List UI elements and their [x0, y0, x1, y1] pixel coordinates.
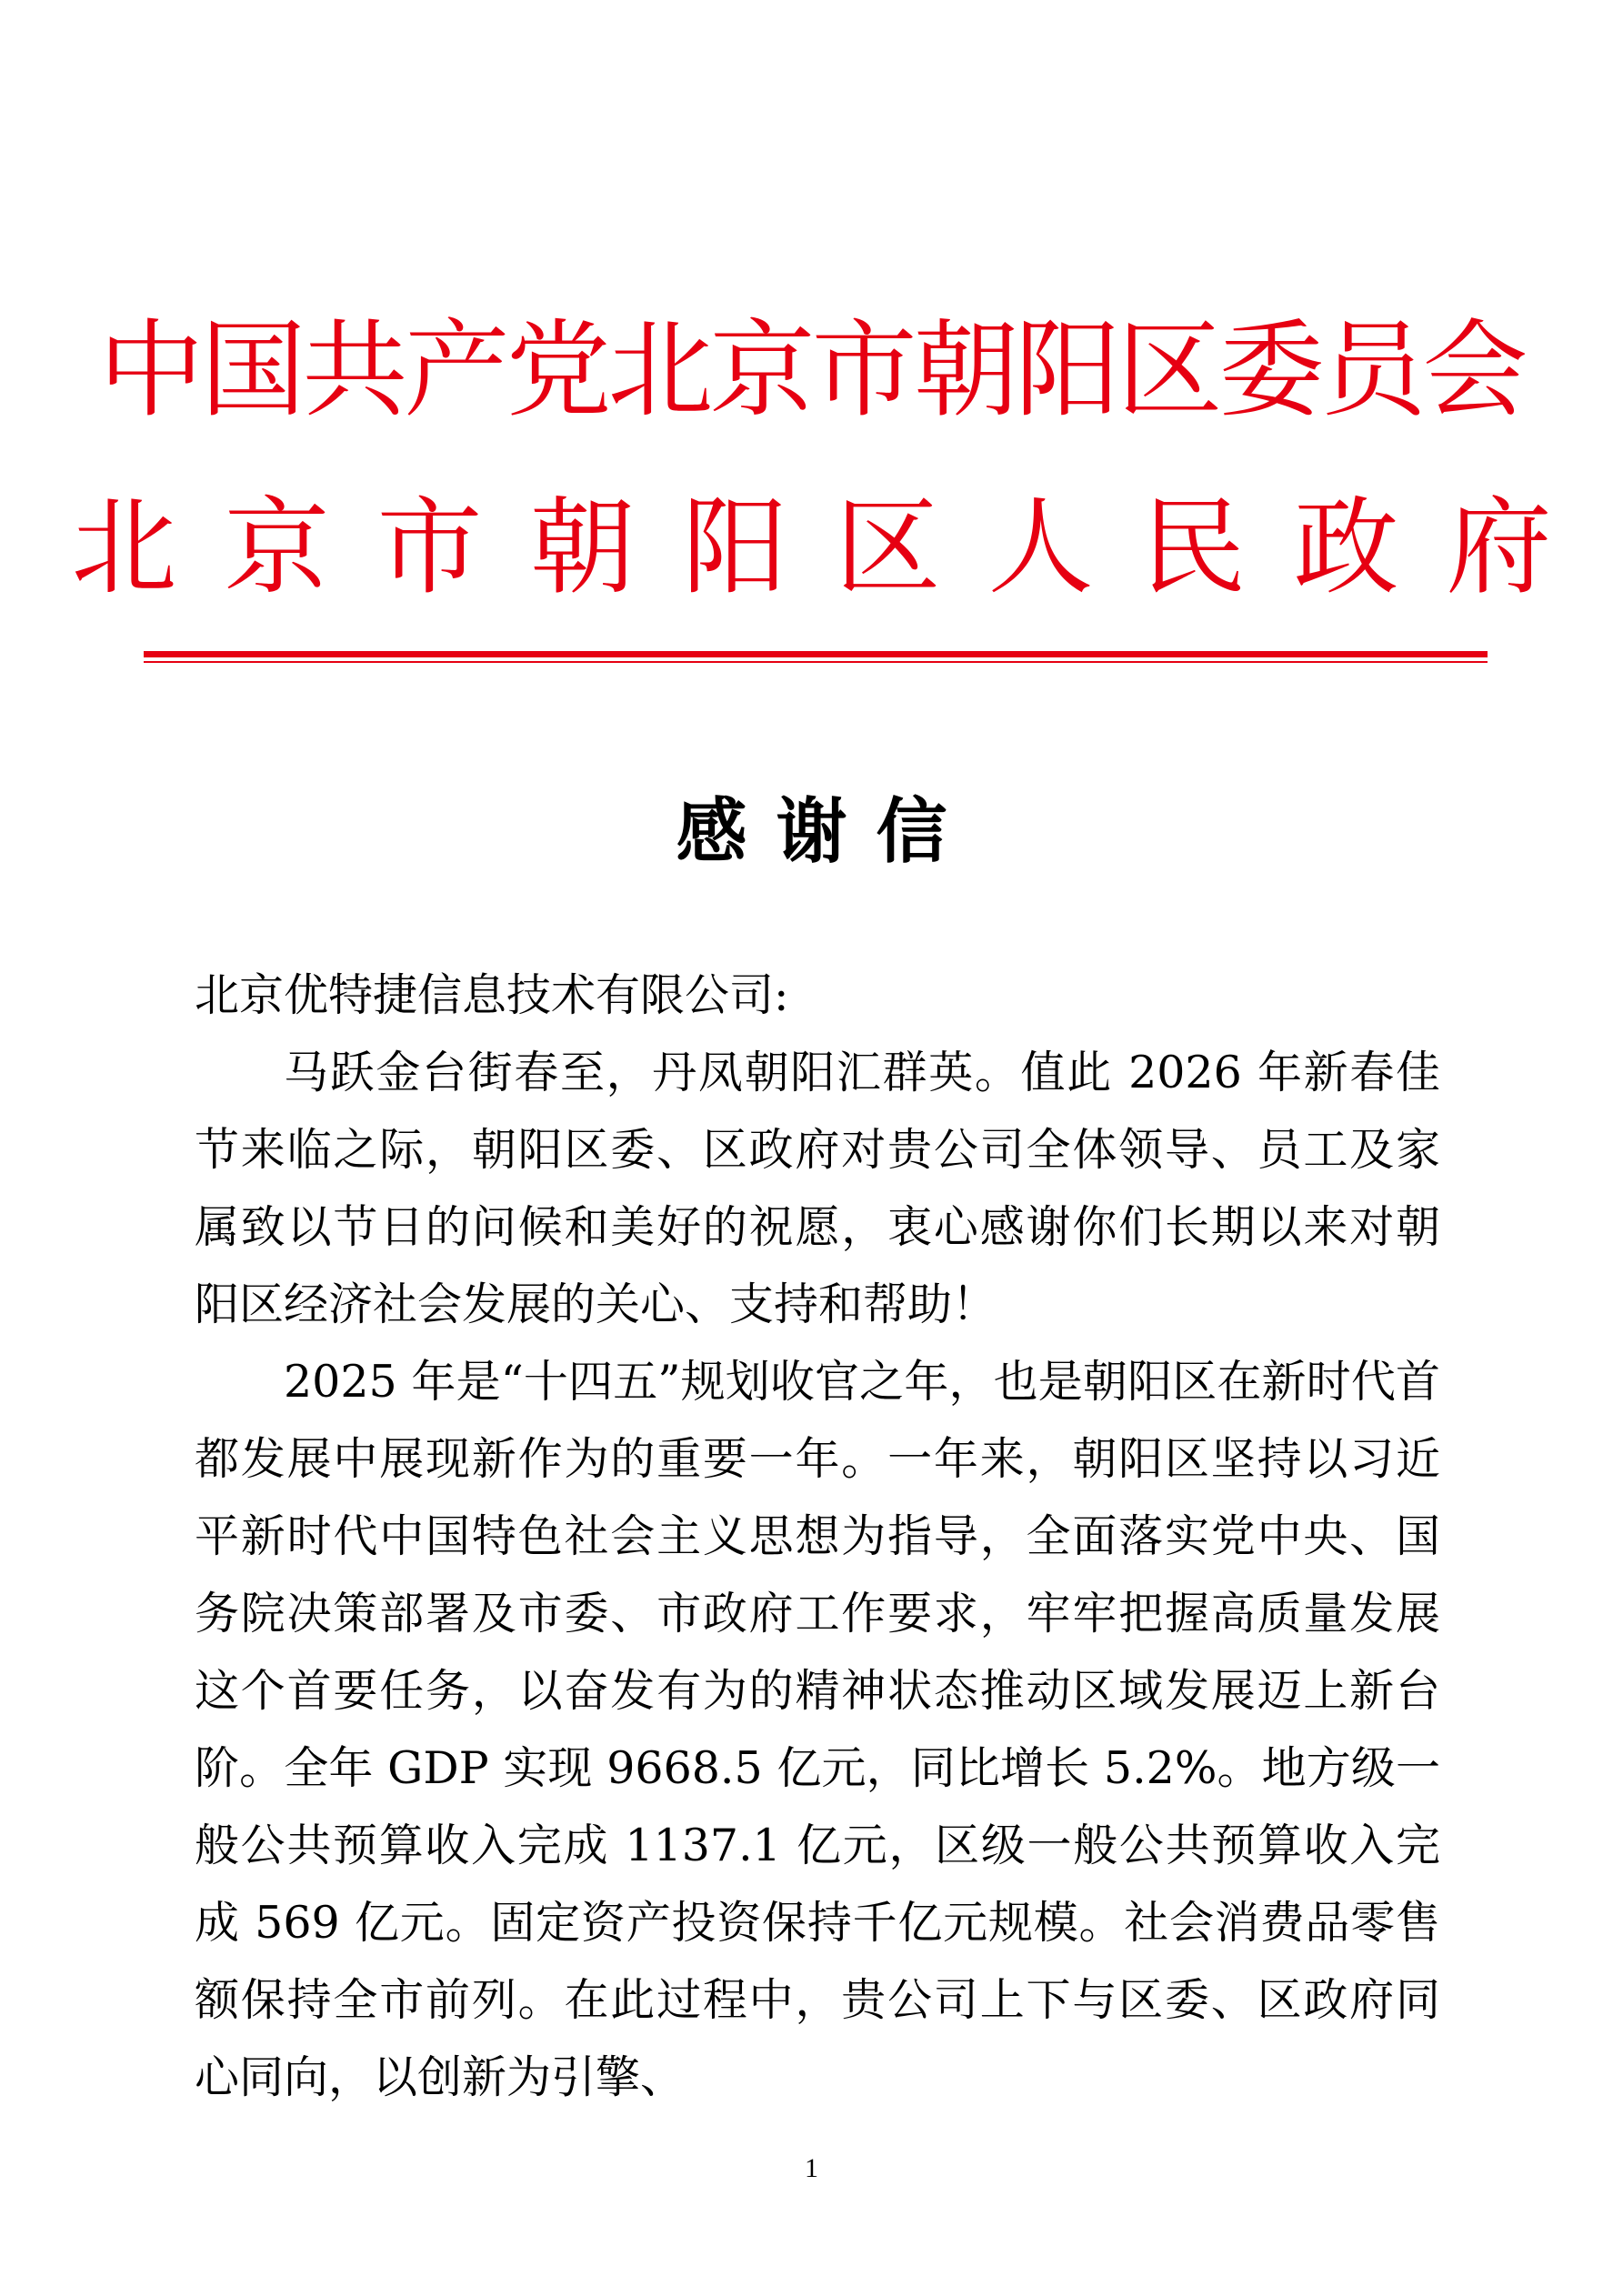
- paragraph-review-2025: 2025 年是“十四五”规划收官之年，也是朝阳区在新时代首都发展中展现新作为的重要一年。一年来，朝阳区坚持以习近平新时代中国特色社会主义思想为指导，全面落实党中央、国务院决策部署及市委、市政府工作要求，牢牢把握高质量发展这个首要任务，以奋发有为的精神状态推动区域发展迈上新台阶。全年 GDP 实现 9668.5 亿元，同比增长 5.2%。地方级一般公共预算收入完成 1137.1 亿元，区级一般公共预算收入完成 569 亿元。固定资产投资保持千亿元规模。社会消费品零售额保持全市前列。在此过程中，贵公司上下与区委、区政府同心同向，以创新为引擎、: [195, 1356, 1440, 2103]
- paragraph-greeting: 马跃金台街春至，丹凤朝阳汇群英。值此 2026 年新春佳节来临之际，朝阳区委、区政府对贵公司全体领导、员工及家属致以节日的问候和美好的祝愿，衷心感谢你们长期以来对朝阳区经济社会发展的关心、支持和帮助！: [195, 1047, 1440, 1330]
- document-title: 感谢信: [676, 790, 977, 873]
- issuing-authority-line-1: 中国共产党北京市朝阳区委员会: [98, 309, 1525, 432]
- letter-body: [195, 957, 1440, 2116]
- issuing-authority-line-2: 北京市朝阳区人民政府: [71, 486, 1599, 609]
- salutation: 北京优特捷信息技术有限公司:: [195, 969, 789, 1021]
- red-header-rule-thick: [144, 651, 1488, 657]
- page-number: 1: [805, 2153, 818, 2183]
- red-header-rule-thin: [144, 661, 1488, 663]
